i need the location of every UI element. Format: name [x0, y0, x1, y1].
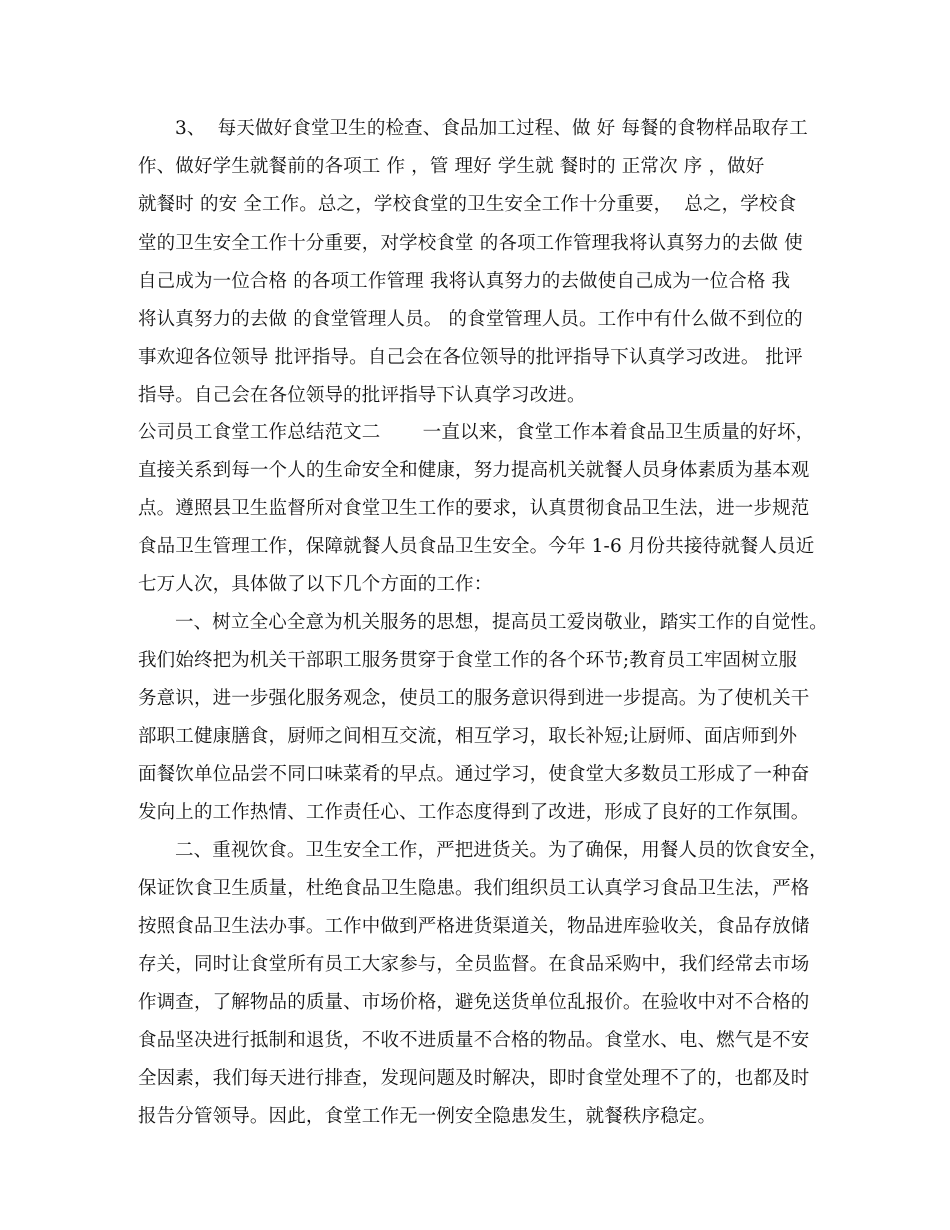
- text-line-24: 作调查，了解物品的质量、市场价格，避免送货单位乱报价。在验收中对不合格的: [138, 992, 810, 1013]
- text-line-12: 食品卫生管理工作，保障就餐人员食品卫生安全。今年 1-6 月份共接待就餐人员近: [138, 536, 815, 557]
- text-line-22: 按照食品卫生法办事。工作中做到严格进货渠道关，物品进库验收关，食品存放储: [138, 916, 810, 937]
- text-line-17: 部职工健康膳食，厨师之间相互交流，相互学习，取长补短;让厨师、面店师到外: [138, 726, 798, 747]
- text-line-3: 就餐时 的安 全工作。总之，学校食堂的卫生安全工作十分重要， 总之，学校食: [138, 194, 797, 215]
- text-line-20: 二、重视饮食。卫生安全工作，严把进货关。为了确保，用餐人员的饮食安全，: [175, 840, 828, 861]
- text-line-7: 事欢迎各位领导 批评指导。自己会在各位领导的批评指导下认真学习改进。 批评: [138, 347, 803, 368]
- text-line-26: 全因素，我们每天进行排查，发现问题及时解决，即时食堂处理不了的，也都及时: [138, 1068, 810, 1089]
- text-line-27: 报告分管领导。因此，食堂工作无一例安全隐患发生，就餐秩序稳定。: [138, 1106, 717, 1127]
- text-line-21: 保证饮食卫生质量，杜绝食品卫生隐患。我们组织员工认真学习食品卫生法，严格: [138, 878, 810, 899]
- text-line-19: 发向上的工作热情、工作责任心、工作态度得到了改进，形成了良好的工作氛围。: [138, 802, 810, 823]
- text-line-25: 食品坚决进行抵制和退货，不收不进质量不合格的物品。食堂水、电、燃气是不安: [138, 1030, 810, 1051]
- text-line-11: 点。遵照县卫生监督所对食堂卫生工作的要求，认真贯彻食品卫生法，进一步规范: [138, 498, 810, 519]
- text-line-6: 将认真努力的去做 的食堂管理人员。 的食堂管理人员。工作中有什么做不到位的: [138, 309, 803, 330]
- text-line-18: 面餐饮单位品尝不同口味菜肴的早点。通过学习，使食堂大多数员工形成了一种奋: [138, 764, 810, 785]
- text-line-15: 我们始终把为机关干部职工服务贯穿于食堂工作的各个环节;教育员工牢固树立服: [138, 650, 798, 671]
- text-line-23: 存关，同时让食堂所有员工大家参与，全员监督。在食品采购中，我们经常去市场: [138, 954, 810, 975]
- text-line-2: 作、做好学生就餐前的各项工 作 ，管 理好 学生就 餐时的 正常次 序 ，做好: [138, 156, 765, 177]
- text-line-5: 自己成为一位合格 的各项工作管理 我将认真努力的去做使自己成为一位合格 我: [138, 271, 791, 292]
- text-line-4: 堂的卫生安全工作十分重要，对学校食堂 的各项工作管理我将认真努力的去做 使: [138, 233, 803, 254]
- text-line-1: 3、 每天做好食堂卫生的检查、食品加工过程、做 好 每餐的食物样品取存工: [175, 118, 808, 139]
- text-line-13: 七万人次，具体做了以下几个方面的工作：: [138, 574, 493, 595]
- section-heading-line: 公司员工食堂工作总结范文二 一直以来，食堂工作本着食品卫生质量的好坏，: [138, 422, 815, 443]
- text-line-16: 务意识，进一步强化服务观念，使员工的服务意识得到进一步提高。为了使机关干: [138, 688, 810, 709]
- text-line-10: 直接关系到每一个人的生命安全和健康，努力提高机关就餐人员身体素质为基本观: [138, 460, 810, 481]
- text-line-14: 一、树立全心全意为机关服务的思想，提高员工爱岗敬业，踏实工作的自觉性。: [175, 612, 828, 633]
- text-line-8: 指导。自己会在各位领导的批评指导下认真学习改进。: [138, 385, 586, 406]
